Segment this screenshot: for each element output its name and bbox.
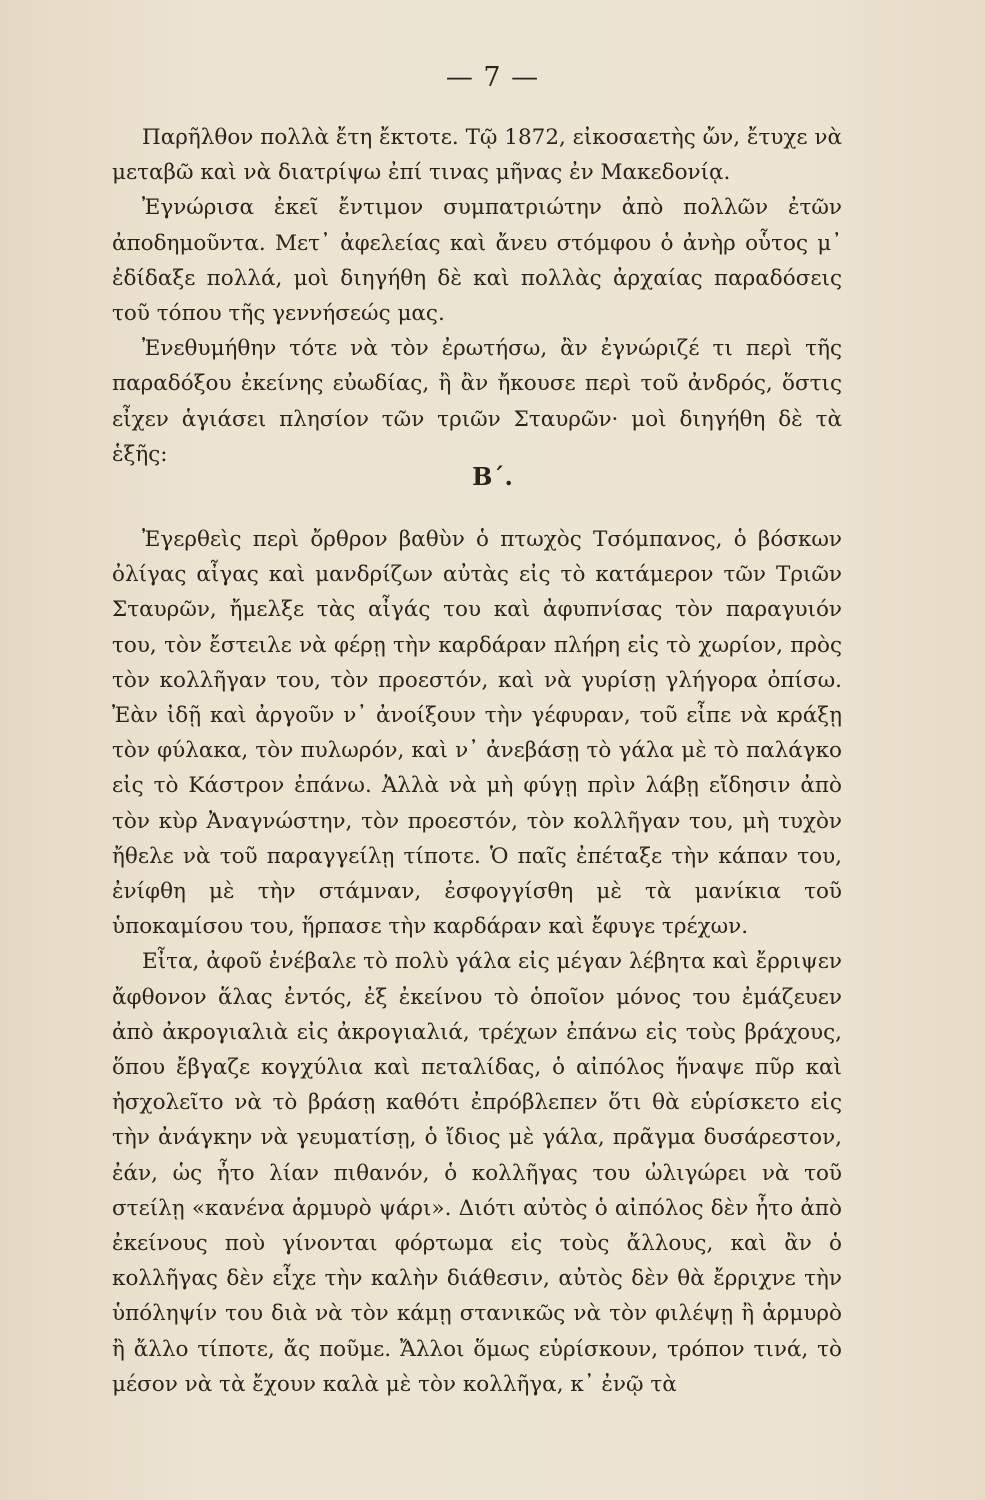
text-block-section-b — [112, 522, 842, 1402]
text-block-intro — [112, 120, 842, 472]
paragraph: Παρῆλθον πολλὰ ἔτη ἔκτοτε. Τῷ 1872, εἰκοσαετὴς ὤν, ἔτυχε νὰ μεταβῶ καὶ νὰ διατρίψω ἐπί τινας μῆνας ἐν Μακεδονίᾳ. — [112, 125, 842, 186]
paragraph: Εἶτα, ἀφοῦ ἐνέβαλε τὸ πολὺ γάλα εἰς μέγαν λέβητα καὶ ἔρριψεν ἄφθονον ἅλας ἐντός, ἐξ ἐκείνου τὸ ὁποῖον μόνος του ἐμάζευεν ἀπὸ ἀκρογιαλιὰ εἰς ἀκρογιαλιά, τρέχων ἐπάνω εἰς τοὺς βράχους, ὅπου ἔβγαζε κογχύλια καὶ πεταλίδας, ὁ αἰπόλος ἥναψε πῦρ καὶ ἠσχολεῖτο νὰ τὸ βράσῃ καθότι ἐπρόβλεπεν ὅτι θὰ εὑρίσκετο εἰς τὴν ἀνάγκην νὰ γευματίσῃ, ὁ ἴδιος μὲ γάλα, πρᾶγμα δυσάρεστον, ἐάν, ὡς ἦτο λίαν πιθανόν, ὁ κολλῆγας του ὠλιγώρει νὰ τοῦ στείλῃ «κανένα ἁρμυρὸ ψάρι». Διότι αὐτὸς ὁ αἰπόλος δὲν ἦτο ἀπὸ ἐκείνους ποὺ γίνονται φόρτωμα εἰς τοὺς ἄλλους, καὶ ἂν ὁ κολλῆγας δὲν εἶχε τὴν καλὴν διάθεσιν, αὐτὸς δὲν θὰ ἔρριχνε τὴν ὑπόληψίν του διὰ νὰ τὸν κάμῃ στανικῶς νὰ τὸν φιλέψῃ ἢ ἁρμυρὸ ἢ ἄλλο τίποτε, ἄς ποῦμε. Ἄλλοι ὅμως εὑρίσκουν, τρόπον τινά, τὸ μέσον νὰ τὰ ἔχουν καλὰ μὲ τὸν κολλῆγα, κ᾽ ἐνῷ τὰ — [112, 949, 842, 1397]
section-heading: Β΄. — [472, 462, 513, 491]
paragraph: Ἐνεθυμήθην τότε νὰ τὸν ἐρωτήσω, ἂν ἐγνώριζέ τι περὶ τῆς παραδόξου ἐκείνης εὐωδίας, ἢ ἂν ἤκουσε περὶ τοῦ ἀνδρός, ὅστις εἶχεν ἁγιάσει πλησίον τῶν τριῶν Σταυρῶν· μοὶ διηγήθη δὲ τὰ ἑξῆς: — [112, 336, 842, 467]
page-number: — 7 — — [445, 62, 540, 93]
paragraph: Ἐγνώρισα ἐκεῖ ἔντιμον συμπατριώτην ἀπὸ πολλῶν ἐτῶν ἀποδημοῦντα. Μετ᾽ ἀφελείας καὶ ἄνευ στόμφου ὁ ἀνὴρ οὗτος μ᾽ ἐδίδαξε πολλά, μοὶ διηγήθη δὲ καὶ πολλὰς ἀρχαίας παραδόσεις τοῦ τόπου τῆς γεννήσεώς μας. — [112, 195, 842, 327]
paragraph: Ἐγερθεὶς περὶ ὄρθρον βαθὺν ὁ πτωχὸς Τσόμπανος, ὁ βόσκων ὀλίγας αἶγας καὶ μανδρίζων αὐτὰς εἰς τὸ κατάμερον τῶν Τριῶν Σταυρῶν, ἤμελξε τὰς αἶγάς του καὶ ἀφυπνίσας τὸν παραγυιόν του, τὸν ἔστειλε νὰ φέρῃ τὴν καρδάραν πλήρη εἰς τὸ χωρίον, πρὸς τὸν κολλῆγαν του, τὸν προεστόν, καὶ νὰ γυρίσῃ γλήγορα ὀπίσω. Ἐὰν ἰδῇ καὶ ἀργοῦν ν᾽ ἀνοίξουν τὴν γέφυραν, τοῦ εἶπε νὰ κράξῃ τὸν φύλακα, τὸν πυλωρόν, καὶ ν᾽ ἀνεβάσῃ τὸ γάλα μὲ τὸ παλάγκο εἰς τὸ Κάστρον ἐπάνω. Ἀλλὰ νὰ μὴ φύγῃ πρὶν λάβῃ εἴδησιν ἀπὸ τὸν κὺρ Ἀναγνώστην, τὸν προεστόν, τὸν κολλῆγαν του, μὴ τυχὸν ἤθελε νὰ τοῦ παραγγείλῃ τίποτε. Ὁ παῖς ἐπέταξε τὴν κάπαν του, ἐνίφθη μὲ τὴν στάμναν, ἐσφογγίσθη μὲ τὰ μανίκια τοῦ ὑποκαμίσου του, ἥρπασε τὴν καρδάραν καὶ ἔφυγε τρέχων. — [112, 527, 842, 940]
